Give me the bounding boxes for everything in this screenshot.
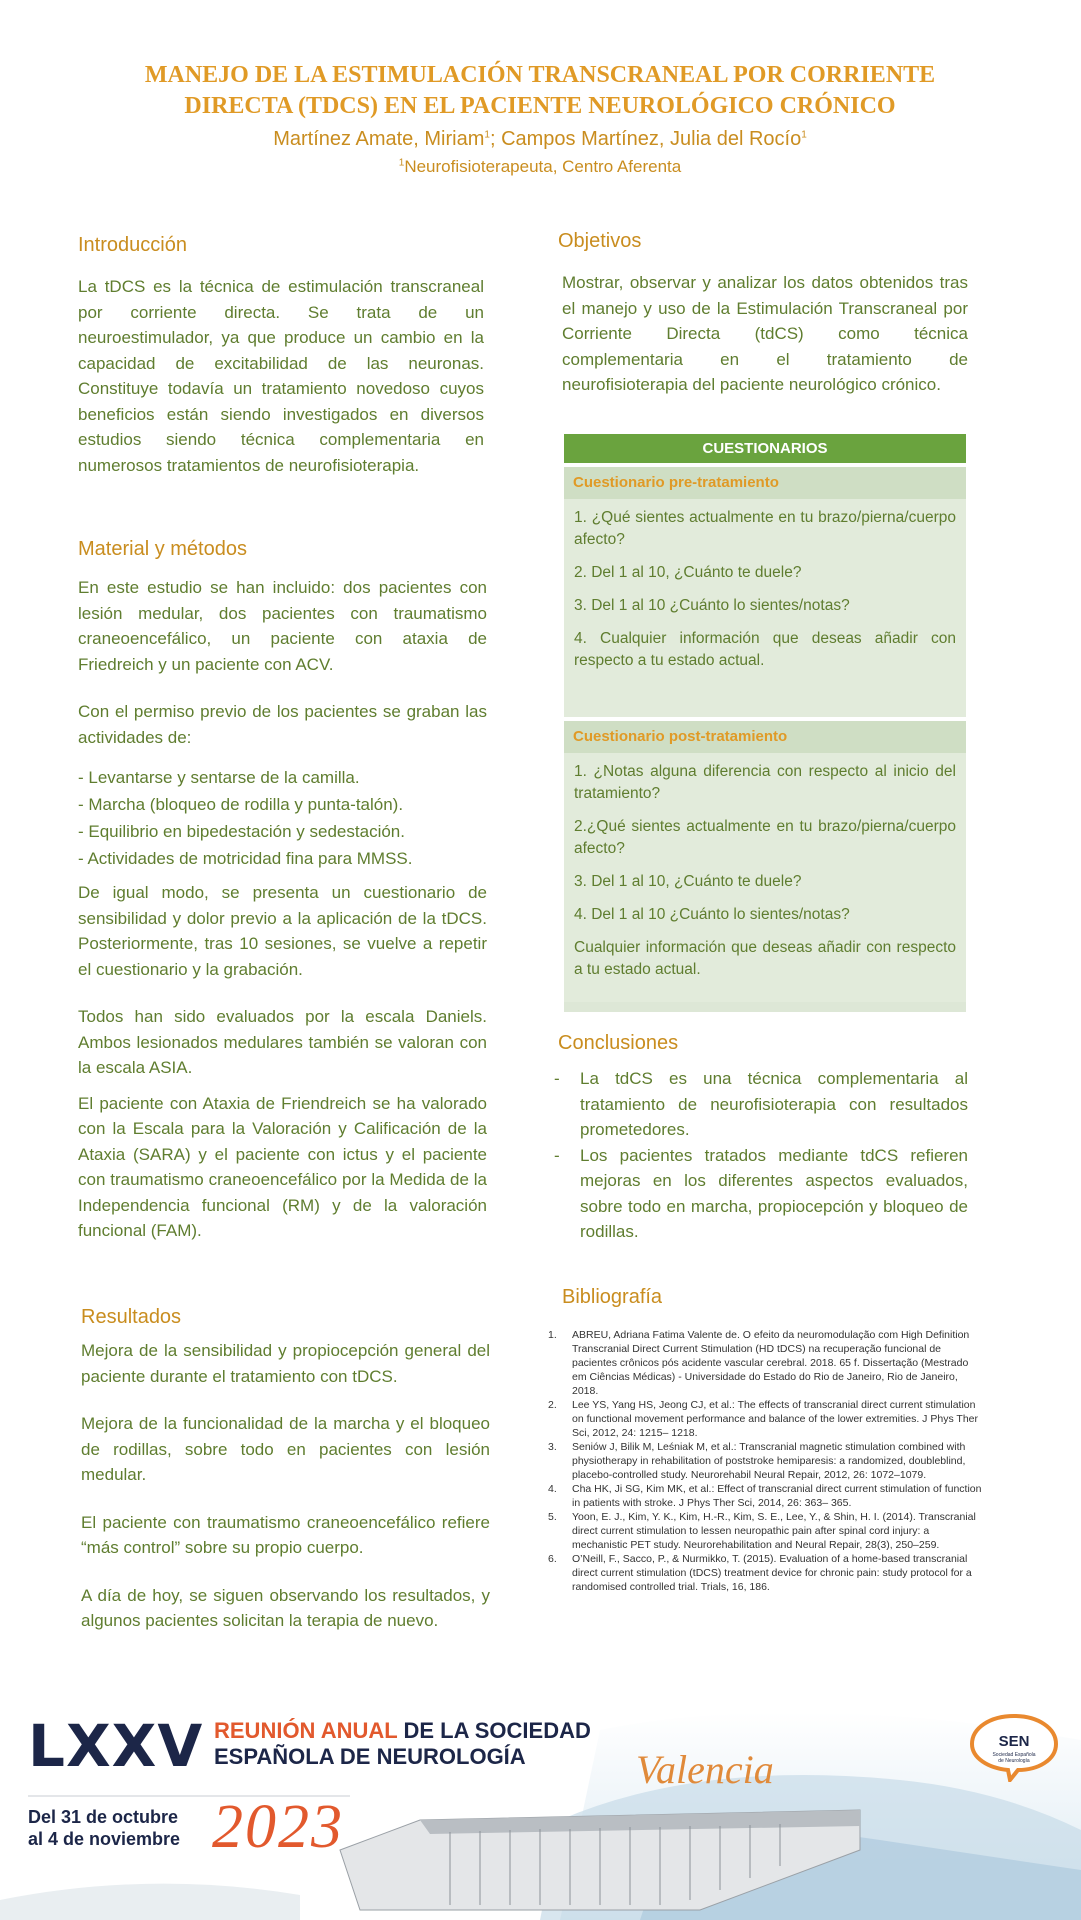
dates-line-2: al 4 de noviembre — [28, 1829, 181, 1849]
congress-year: 2023 — [212, 1793, 344, 1861]
title-line-2: DIRECTA (TDCS) EN EL PACIENTE NEUROLÓGICO CRÓNICO — [184, 93, 896, 119]
post-treatment-questions — [564, 753, 966, 1002]
question-item: 1. ¿Qué sientes actualmente en tu brazo/pierna/cuerpo afecto? — [574, 509, 956, 548]
bibliography-heading: Bibliografía — [562, 1286, 663, 1308]
pre-treatment-questions — [564, 499, 966, 717]
logo-text: SEN — [998, 1733, 1030, 1750]
question-item: Cualquier información que deseas añadir con respecto a tu estado actual. — [574, 939, 956, 978]
results-paragraph-2: Mejora de la funcionalidad de la marcha y el bloqueo de rodillas, sobre todo en pacientes con lesión medular. — [81, 1414, 490, 1484]
intro-paragraph: La tDCS es la técnica de estimulación transcraneal por corriente directa. Se trata de un neuroestimulador, ya que produce un cambio en la capacidad de excitabilidad de las neuronas. Constituye todavía un tratamiento novedoso cuyos beneficios están siendo investigados en diversos estudios siendo técnica complementaria en numerosos tratamientos de neurofisioterapia. — [78, 277, 484, 475]
list-item — [548, 1440, 982, 1482]
reference-number: 2. — [548, 1399, 557, 1411]
reference-number: 3. — [548, 1441, 557, 1453]
objectives-heading: Objetivos — [558, 230, 642, 252]
intro-heading: Introducción — [78, 234, 187, 256]
list-item: - Marcha (bloqueo de rodilla y punta-talón). — [78, 795, 404, 814]
authors — [60, 128, 1020, 151]
list-item — [548, 1552, 982, 1594]
results-paragraph-1: Mejora de la sensibilidad y propiocepción general del paciente durante el tratamiento con tDCS. — [81, 1341, 490, 1386]
reference-text: Yoon, E. J., Kim, Y. K., Kim, H.-R., Kim, S. E., Lee, Y., & Shin, H. I. (2014). Transcranial direct current stimulation to lessen neuropathic pain after spinal cord injury: a mechanistic PET study. Neurorehabilitation and Neural Repair, 28(3), 250–259. — [572, 1511, 976, 1551]
list-item: - Actividades de motricidad fina para MMSS. — [78, 849, 413, 868]
methods-paragraph-5: El paciente con Ataxia de Friendreich se ha valorado con la Escala para la Valoración y Calificación de la Ataxia (SARA) y el paciente con ictus y el paciente con traumatismo craneoencefálico por la Medida de la Independencia funcional (RM) y de la valoración funcional (FAM). — [78, 1093, 487, 1240]
list-item — [548, 1482, 982, 1510]
reference-text: ABREU, Adriana Fatima Valente de. O efeito da neuromodulação com High Definition Transcranial Direct Current Stimulation (HD tDCS) na recuperação funcional de pacientes crônicos pós acidente vascular cerebral. 2018. 65 f. Dissertação (Mestrado em Ciências Médicas) - Universidade do Estado do Rio de Janeiro, Rio de Janeiro, 2018. — [572, 1329, 970, 1397]
list-item — [548, 1328, 982, 1398]
post-treatment-title: Cuestionario post-tratamiento — [564, 721, 966, 753]
logo-subtitle-1: Sociedad Española — [992, 1752, 1036, 1758]
conclusion-text: La tdCS es una técnica complementaria al tratamiento de neurofisioterapia con resultados prometedores. — [580, 1069, 968, 1139]
question-item: 3. Del 1 al 10 ¿Cuánto lo sientes/notas? — [574, 597, 850, 614]
methods-paragraph-4: Todos han sido evaluados por la escala Daniels. Ambos lesionados medulares también se valoran con la escala ASIA. — [78, 1007, 487, 1077]
question-item: 4. Cualquier información que deseas añadir con respecto a tu estado actual. — [574, 630, 956, 669]
conclusion-dash: - — [554, 1145, 560, 1165]
reference-text: Cha HK, Ji SG, Kim MK, et al.: Effect of transcranial direct current stimulation of function in patients with stroke. J Phys Ther Sci, 2014, 26: 363– 365. — [572, 1483, 982, 1509]
intro-text — [78, 274, 484, 488]
methods-activities-list — [78, 764, 487, 872]
conclusions-heading: Conclusiones — [558, 1032, 679, 1054]
conclusions-list — [554, 1066, 968, 1245]
questionnaires-table — [564, 434, 966, 1012]
reference-text: O’Neill, F., Sacco, P., & Nurmikko, T. (2015). Evaluation of a home-based transcranial direct current stimulation (tDCS) treatment device for chronic pain: study protocol for a randomised controlled trial. Trials, 16, 186. — [572, 1553, 972, 1593]
results-body — [81, 1338, 490, 1644]
reference-text: Lee YS, Yang HS, Jeong CJ, et al.: The effects of transcranial direct current stimulation on functional movement performance and balance of the lower extremities. J Phys Ther Sci, 2012, 24: 1215– 1218. — [572, 1399, 979, 1439]
conclusion-text: Los pacientes tratados mediante tdCS refieren mejoras en los diferentes aspectos evaluados, sobre todo en marcha, propiocepción y bloqueo de rodillas. — [580, 1145, 968, 1241]
title-line-1: MANEJO DE LA ESTIMULACIÓN TRANSCRANEAL POR CORRIENTE — [144, 62, 936, 88]
reference-number: 1. — [548, 1329, 557, 1341]
dates-line-1: Del 31 de octubre — [28, 1807, 179, 1827]
questionnaires-title: CUESTIONARIOS — [564, 434, 966, 463]
conclusion-dash: - — [554, 1069, 560, 1088]
question-item: 4. Del 1 al 10 ¿Cuánto lo sientes/notas? — [574, 906, 850, 923]
list-item: - Equilibrio en bipedestación y sedestación. — [78, 822, 405, 841]
bibliography-list — [548, 1328, 982, 1594]
city-name: Valencia — [636, 1747, 774, 1792]
author-2-sup: 1 — [801, 129, 807, 141]
methods-paragraph-1: En este estudio se han incluido: dos pacientes con lesión medular, dos pacientes con traumatismo craneoencefálico, un paciente con ataxia de Friedreich y un paciente con ACV. — [78, 578, 487, 674]
methods-paragraph-2: Con el permiso previo de los pacientes se graban las actividades de: — [78, 702, 487, 747]
congress-dates — [28, 1806, 180, 1850]
question-item: 1. ¿Notas alguna diferencia con respecto al inicio del tratamiento? — [574, 763, 956, 802]
objectives-text — [562, 270, 968, 408]
list-item — [554, 1143, 968, 1245]
list-item — [554, 1066, 968, 1143]
sen-logo-icon — [968, 1712, 1060, 1782]
edition-number: LXXV — [28, 1712, 204, 1780]
question-item: 3. Del 1 al 10, ¿Cuánto te duele? — [574, 873, 802, 890]
results-paragraph-3: El paciente con traumatismo craneoencefálico refiere “más control” sobre su propio cuerpo. — [81, 1512, 490, 1557]
affiliation — [60, 157, 1020, 177]
poster-title — [60, 60, 1020, 122]
question-item: 2.¿Qué sientes actualmente en tu brazo/pierna/cuerpo afecto? — [574, 818, 956, 857]
reference-text: Seniów J, Bilik M, Leśniak M, et al.: Transcranial magnetic stimulation combined with physiotherapy in rehabilitation of poststroke hemiparesis: a randomized, doubleblind, placebo-controlled study. Neurorehabil Neural Repair, 2012, 26: 1072–1079. — [572, 1441, 966, 1481]
affiliation-sup: 1 — [398, 157, 405, 169]
affiliation-text: Neurofisioterapeuta, Centro Aferenta — [404, 157, 682, 176]
author-1-sup: 1 — [484, 129, 490, 141]
logo-subtitle-2: de Neurología — [998, 1758, 1030, 1764]
reference-number: 6. — [548, 1553, 557, 1565]
author-1: Martínez Amate, Miriam — [273, 128, 485, 150]
congress-name-rest: DE LA SOCIEDAD — [397, 1718, 591, 1743]
list-item — [548, 1398, 982, 1440]
congress-name-line-2: ESPAÑOLA DE NEUROLOGÍA — [214, 1744, 526, 1769]
list-item: - Levantarse y sentarse de la camilla. — [78, 768, 360, 787]
objectives-paragraph: Mostrar, observar y analizar los datos obtenidos tras el manejo y uso de la Estimulación Transcraneal por Corriente Directa (tdCS) como técnica complementaria en el tratamiento de neurofisioterapia del paciente neurológico crónico. — [562, 273, 968, 394]
results-heading: Resultados — [81, 1306, 182, 1328]
list-item — [548, 1510, 982, 1552]
pre-treatment-title: Cuestionario pre-tratamiento — [564, 467, 966, 499]
question-item: 2. Del 1 al 10, ¿Cuánto te duele? — [574, 564, 802, 581]
results-paragraph-4: A día de hoy, se siguen observando los resultados, y algunos pacientes solicitan la terapia de nuevo. — [81, 1585, 490, 1630]
reference-number: 5. — [548, 1511, 557, 1523]
methods-body — [78, 575, 487, 1254]
methods-paragraph-3: De igual modo, se presenta un cuestionario de sensibilidad y dolor previo a la aplicación de la tDCS. Posteriormente, tras 10 sesiones, se vuelve a repetir el cuestionario y la grabación. — [78, 883, 487, 979]
reference-number: 4. — [548, 1483, 557, 1495]
author-2: ; Campos Martínez, Julia del Rocío — [489, 128, 802, 150]
methods-heading: Material y métodos — [78, 538, 247, 560]
congress-name-highlight: REUNIÓN ANUAL — [214, 1718, 398, 1743]
congress-name — [214, 1718, 591, 1770]
